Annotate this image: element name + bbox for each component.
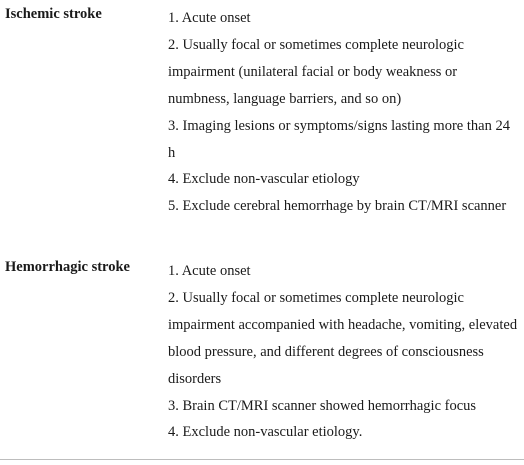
row-term: Ischemic stroke <box>5 6 102 22</box>
criterion-item: 4. Exclude non-vascular etiology. <box>168 424 363 441</box>
row-term: Hemorrhagic stroke <box>5 259 130 275</box>
criterion-item: 5. Exclude cerebral hemorrhage by brain CT/MRI scanner <box>168 198 507 215</box>
criterion-item: 1. Acute onset <box>168 263 251 279</box>
criterion-item: 3. Brain CT/MRI scanner showed hemorrhagic focus <box>168 397 477 414</box>
criterion-item: 1. Acute onset <box>168 10 251 26</box>
criterion-item: 4. Exclude non-vascular etiology <box>168 171 360 188</box>
table-bottom-rule <box>0 459 524 460</box>
criteria-list <box>168 258 520 446</box>
criteria-list <box>168 5 520 220</box>
criterion-item: 3. Imaging lesions or symptoms/signs lasting more than 24 h <box>168 117 510 161</box>
criterion-item: 2. Usually focal or sometimes complete neurologic impairment accompanied with headache, vomiting, elevated blood pressure, and different degrees of consciousness disorders <box>168 289 518 387</box>
criterion-item: 2. Usually focal or sometimes complete neurologic impairment (unilateral facial or body weakness or numbness, language barriers, and so on) <box>168 36 464 107</box>
